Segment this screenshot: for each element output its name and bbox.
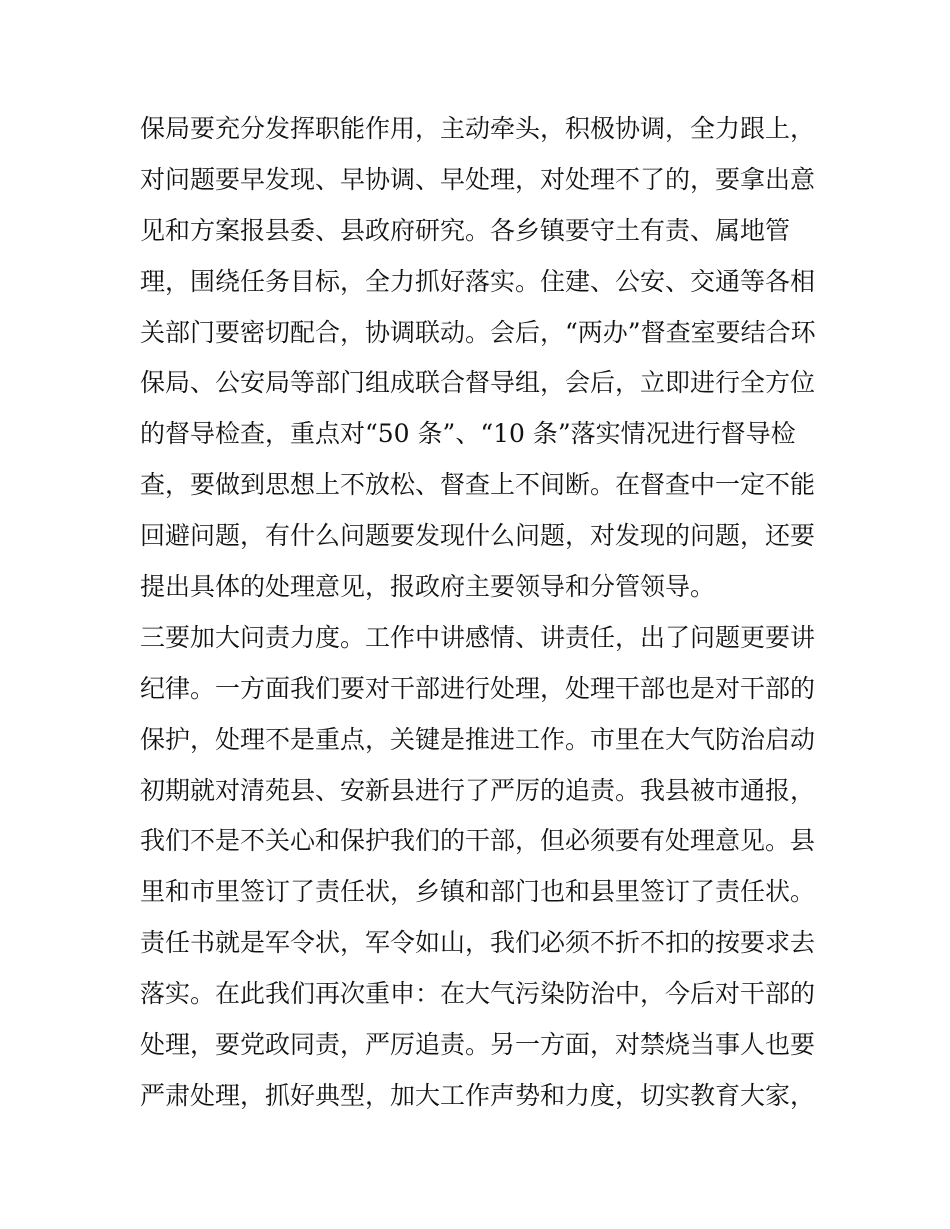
text-line: 责任书就是军令状，军令如山，我们必须不折不扣的按要求去 [140, 928, 816, 958]
text-line: 保局、公安局等部门组成联合督导组，会后，立即进行全方位 [140, 368, 816, 398]
text-line: 对问题要早发现、早协调、早处理，对处理不了的，要拿出意 [140, 164, 816, 194]
text-line: 保护，处理不是重点，关键是推进工作。市里在大气防治启动 [140, 724, 816, 754]
text-line: 见和方案报县委、县政府研究。各乡镇要守土有责、属地管 [140, 215, 791, 245]
text-line: 关部门要密切配合，协调联动。会后，“两办”督查室要结合环 [140, 317, 816, 347]
text-line: 我们不是不关心和保护我们的干部，但必须要有处理意见。县 [140, 826, 816, 856]
text-line: 处理，要党政同责，严厉追责。另一方面，对禁烧当事人也要 [140, 1030, 816, 1060]
text-line: 保局要充分发挥职能作用，主动牵头，积极协调，全力跟上， [140, 114, 816, 143]
text-line: 落实。在此我们再次重申：在大气污染防治中，今后对干部的 [140, 979, 816, 1009]
text-line: 理，围绕任务目标，全力抓好落实。住建、公安、交通等各相 [140, 266, 816, 296]
text-line: 纪律。一方面我们要对干部进行处理，处理干部也是对干部的 [140, 673, 816, 703]
text-line: 严肃处理，抓好典型，加大工作声势和力度，切实教育大家， [140, 1080, 816, 1110]
text-line: 里和市里签订了责任状，乡镇和部门也和县里签订了责任状。 [140, 877, 816, 907]
text-line: 初期就对清苑县、安新县进行了严厉的追责。我县被市通报， [140, 775, 816, 805]
body-text [140, 104, 820, 1122]
text-line: 查，要做到思想上不放松、督查上不间断。在督查中一定不能 [140, 470, 816, 500]
text-line: 三要加大问责力度。工作中讲感情、讲责任，出了问题更要讲 [140, 622, 816, 652]
text-line: 的督导检查，重点对“50 条”、“10 条”落实情况进行督导检 [140, 419, 796, 449]
text-line: 回避问题，有什么问题要发现什么问题，对发现的问题，还要 [140, 521, 816, 551]
text-line: 提出具体的处理意见，报政府主要领导和分管领导。 [140, 572, 716, 602]
